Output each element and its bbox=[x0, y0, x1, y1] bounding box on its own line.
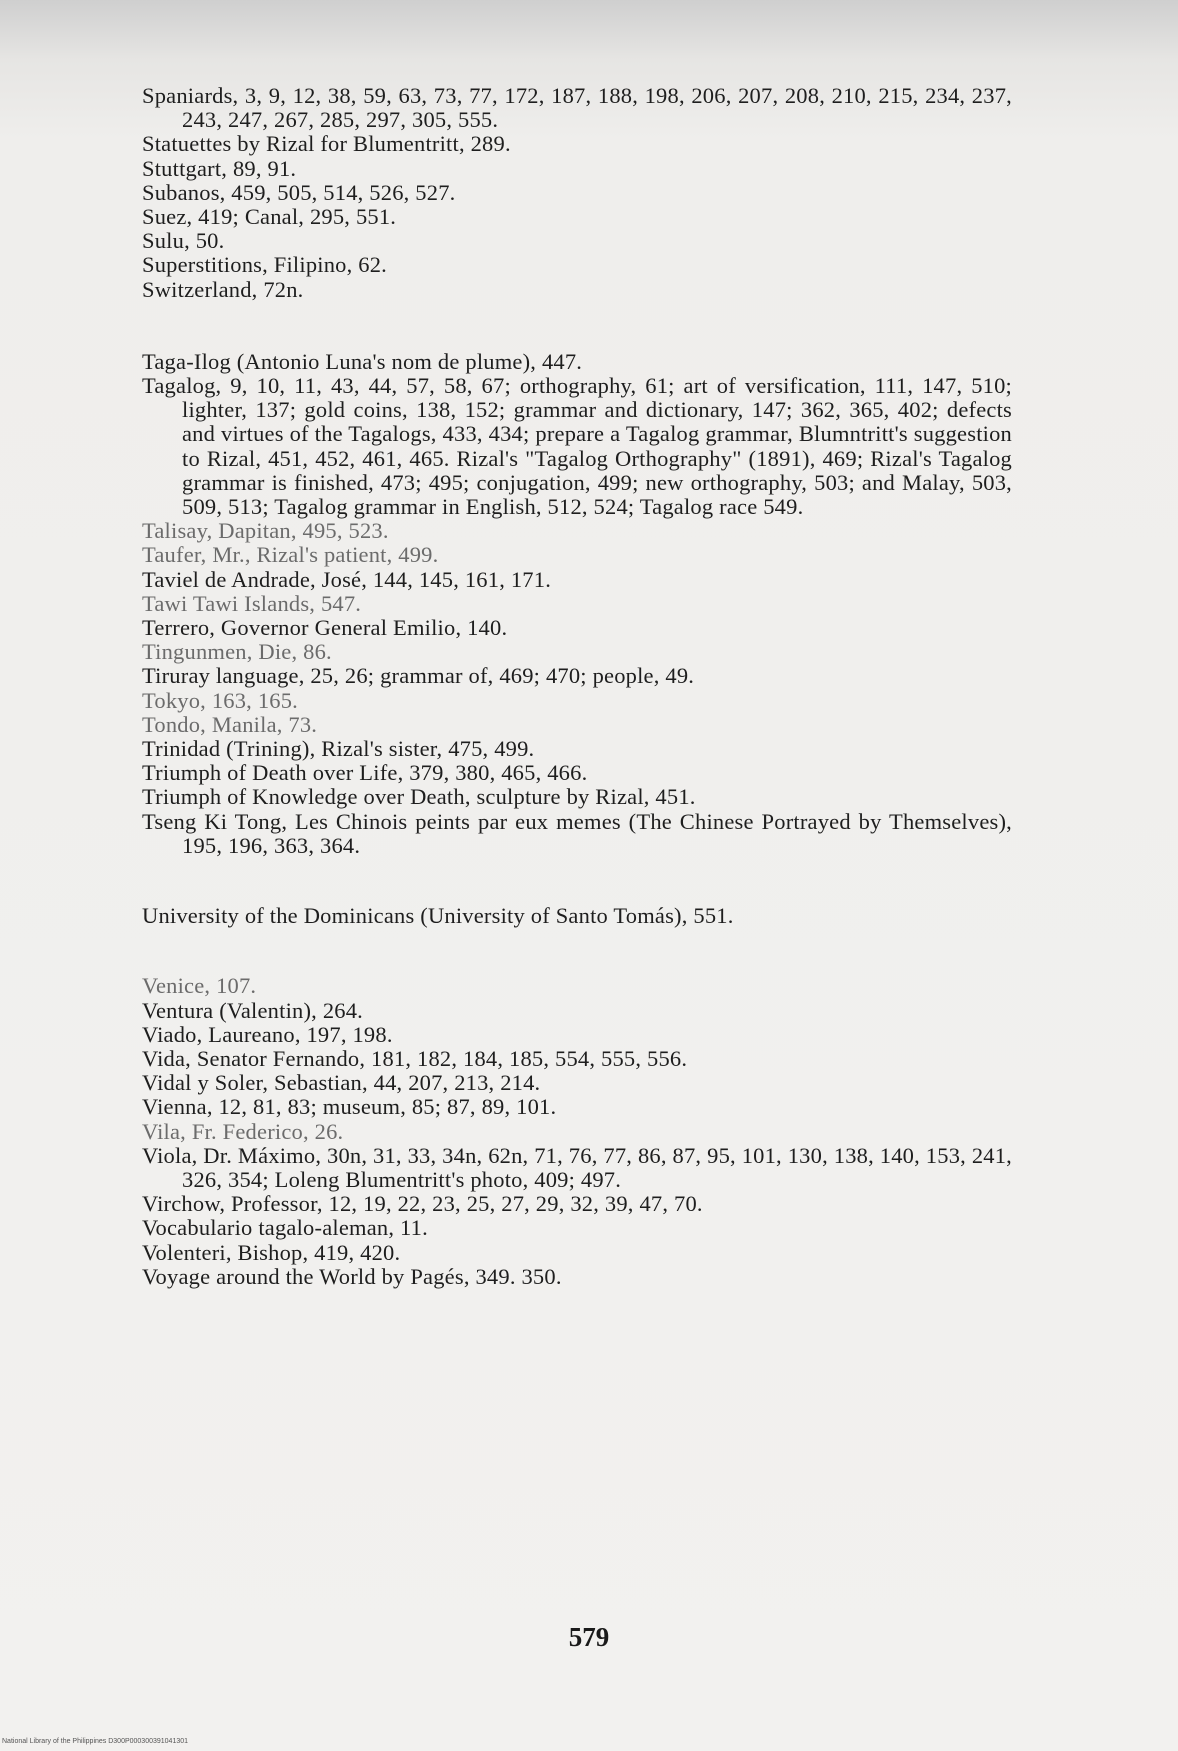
index-entry: Tingunmen, Die, 86. bbox=[142, 639, 332, 665]
group-separator bbox=[142, 858, 1012, 904]
index-entry: Triumph of Knowledge over Death, sculpture by Rizal, 451. bbox=[142, 784, 696, 810]
index-entry: Trinidad (Trining), Rizal's sister, 475, 499. bbox=[142, 736, 535, 762]
index-entry: Volenteri, Bishop, 419, 420. bbox=[142, 1239, 401, 1265]
index-entry: Ventura (Valentin), 264. bbox=[142, 997, 363, 1023]
index-entry: Tondo, Manila, 73. bbox=[142, 711, 318, 737]
index-entry: University of the Dominicans (University of Santo Tomás), 551. bbox=[142, 903, 734, 929]
index-entry: Viola, Dr. Máximo, 30n, 31, 33, 34n, 62n, 71, 76, 77, 86, 87, 95, 101, 130, 138, 140, 153, 241, 326, 354; Loleng Blumentritt's photo, 409; 497. bbox=[142, 1142, 1012, 1192]
index-entry: Taufer, Mr., Rizal's patient, 499. bbox=[142, 542, 439, 568]
index-entry: Venice, 107. bbox=[142, 973, 257, 999]
index-entry: Subanos, 459, 505, 514, 526, 527. bbox=[142, 179, 456, 205]
index-entry: Tokyo, 163, 165. bbox=[142, 687, 298, 713]
index-entry: Tiruray language, 25, 26; grammar of, 469; 470; people, 49. bbox=[142, 663, 695, 689]
index-group-t bbox=[142, 350, 1012, 858]
index-entry: Vida, Senator Fernando, 181, 182, 184, 185, 554, 555, 556. bbox=[142, 1045, 688, 1071]
index-entry: Suez, 419; Canal, 295, 551. bbox=[142, 204, 397, 230]
index-entry: Tseng Ki Tong, Les Chinois peints par eux memes (The Chinese Portrayed by Themselves), 195, 196, 363, 364. bbox=[142, 808, 1012, 858]
index-entry: Viado, Laureano, 197, 198. bbox=[142, 1021, 393, 1047]
index-group-s bbox=[142, 84, 1012, 302]
index-entry: Sulu, 50. bbox=[142, 228, 225, 254]
index-entry: Superstitions, Filipino, 62. bbox=[142, 252, 388, 278]
index-entry: Switzerland, 72n. bbox=[142, 276, 304, 302]
index-entry: Virchow, Professor, 12, 19, 22, 23, 25, 27, 29, 32, 39, 47, 70. bbox=[142, 1191, 703, 1217]
index-column bbox=[142, 84, 1012, 1289]
index-group-u bbox=[142, 904, 1012, 928]
index-entry: Talisay, Dapitan, 495, 523. bbox=[142, 518, 389, 544]
page-number: 579 bbox=[568, 1622, 610, 1652]
scan-credit: National Library of the Philippines D300P000300391041301 bbox=[2, 1738, 189, 1745]
index-entry: Terrero, Governor General Emilio, 140. bbox=[142, 615, 508, 641]
index-entry: Vocabulario tagalo-aleman, 11. bbox=[142, 1215, 428, 1241]
index-entry: Vidal y Soler, Sebastian, 44, 207, 213, 214. bbox=[142, 1070, 541, 1096]
index-entry: Tawi Tawi Islands, 547. bbox=[142, 590, 362, 616]
index-entry: Stuttgart, 89, 91. bbox=[142, 155, 297, 181]
index-group-v bbox=[142, 974, 1012, 1289]
index-entry: Taga-Ilog (Antonio Luna's nom de plume), 447. bbox=[142, 348, 583, 374]
index-entry: Triumph of Death over Life, 379, 380, 465, 466. bbox=[142, 760, 588, 786]
index-entry: Tagalog, 9, 10, 11, 43, 44, 57, 58, 67; orthography, 61; art of versification, 111, 147, 510; lighter, 137; gold coins, 138, 152; grammar and dictionary, 147; 362, 365, 402; defects and virtues of the Tagalogs, 433, 434; prepare a Tagalog grammar, Blumntritt's suggestion to Rizal, 451, 452, 461, 465. Rizal's "Tagalog Orthography" (1891), 469; Rizal's Tagalog grammar is finished, 473; 495; conjugation, 499; new orthography, 503; and Malay, 503, 509, 513; Tagalog grammar in English, 512, 524; Tagalog race 549. bbox=[142, 373, 1012, 520]
group-separator bbox=[142, 928, 1012, 974]
index-entry: Vienna, 12, 81, 83; museum, 85; 87, 89, 101. bbox=[142, 1094, 557, 1120]
index-entry: Voyage around the World by Pagés, 349. 350. bbox=[142, 1263, 562, 1289]
index-entry: Vila, Fr. Federico, 26. bbox=[142, 1118, 344, 1144]
group-separator bbox=[142, 302, 1012, 350]
index-entry: Taviel de Andrade, José, 144, 145, 161, 171. bbox=[142, 566, 552, 592]
index-entry: Spaniards, 3, 9, 12, 38, 59, 63, 73, 77, 172, 187, 188, 198, 206, 207, 208, 210, 215, 234, 237, 243, 247, 267, 285, 297, 305, 555. bbox=[142, 83, 1012, 133]
index-entry: Statuettes by Rizal for Blumentritt, 289. bbox=[142, 131, 511, 157]
